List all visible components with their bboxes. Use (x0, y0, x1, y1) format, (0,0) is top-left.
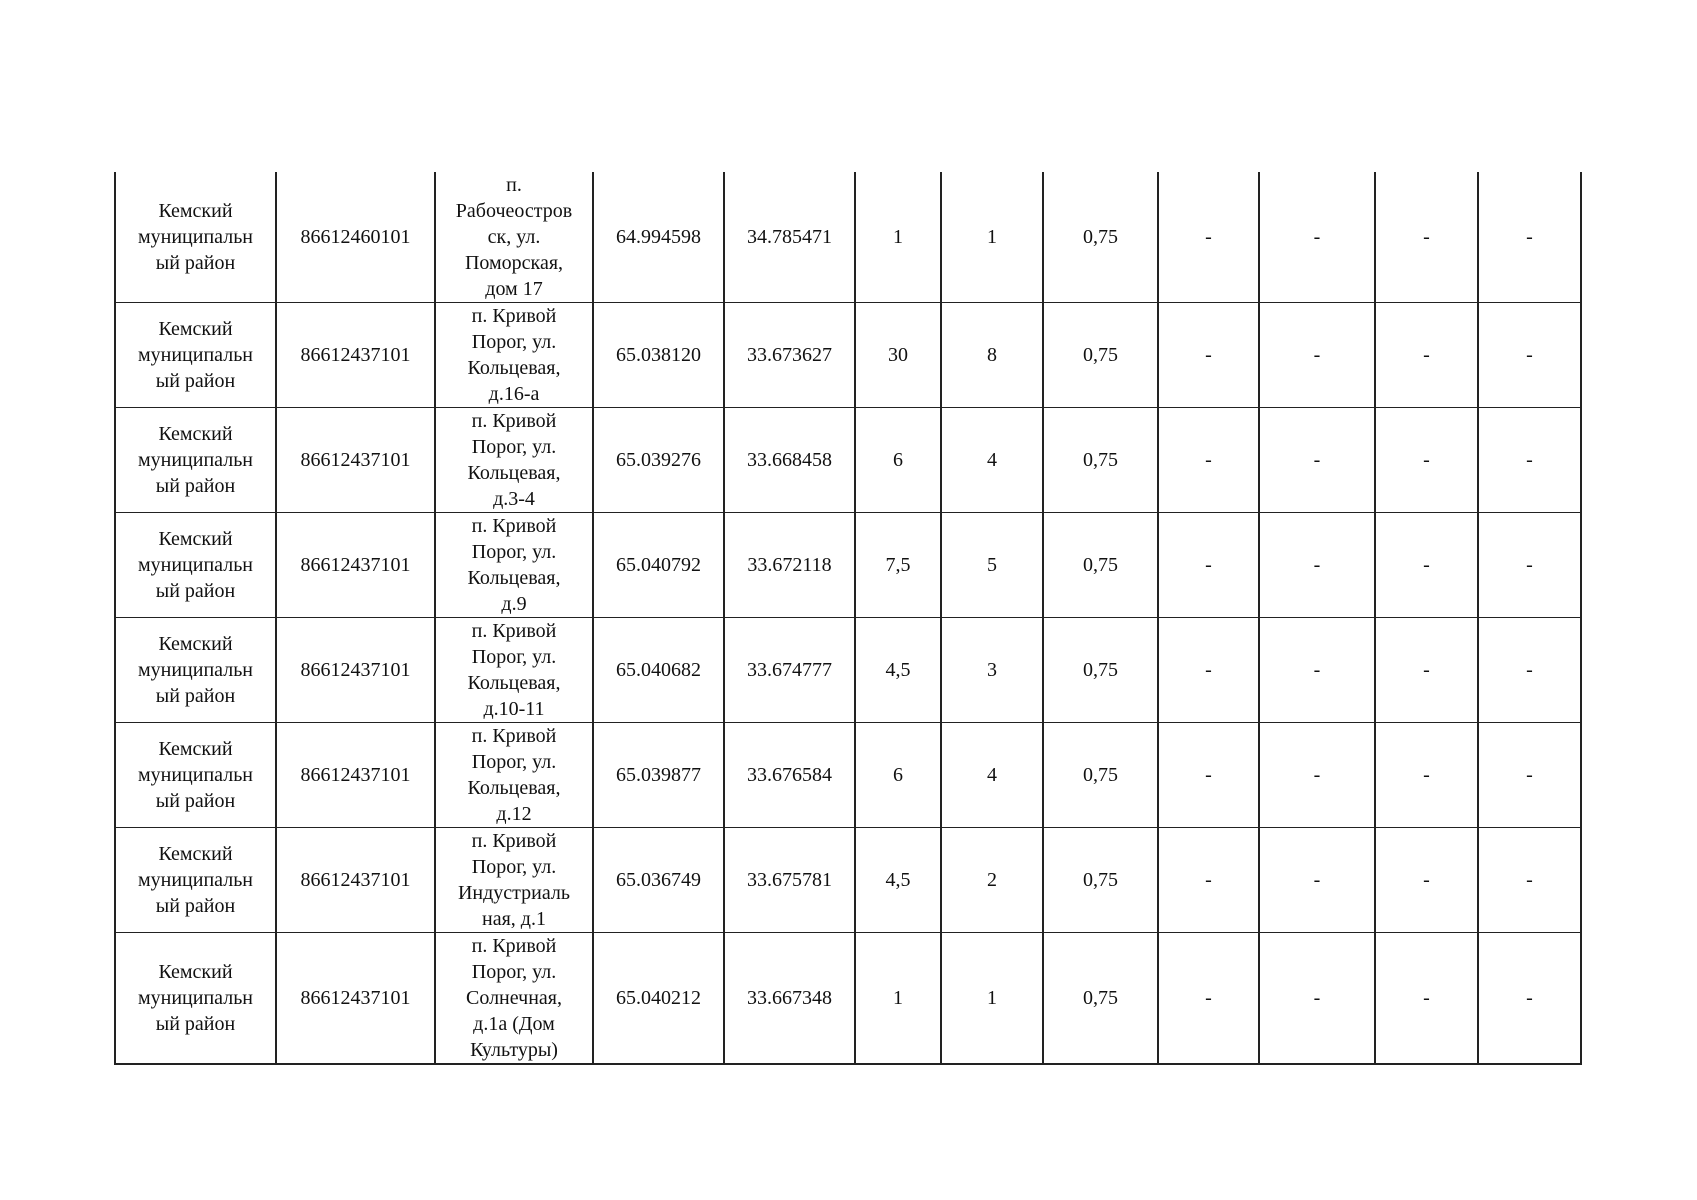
area-cell: 6 (855, 723, 941, 828)
latitude-cell: 64.994598 (593, 172, 724, 303)
address-cell-line: д.16-а (488, 383, 540, 405)
address-cell (435, 723, 593, 828)
dash-cell-1: - (1158, 513, 1259, 618)
district-cell (115, 933, 276, 1065)
area-cell: 1 (855, 172, 941, 303)
address-cell (435, 172, 593, 303)
dash-cell-3: - (1375, 618, 1478, 723)
dash-cell-2: - (1259, 303, 1375, 408)
oktmo-cell: 86612437101 (276, 723, 435, 828)
address-cell-line: Кольцевая, (467, 567, 561, 589)
address-cell-line: п. Кривой (471, 620, 557, 642)
address-cell-line: Порог, ул. (471, 646, 557, 668)
container-count-cell: 8 (941, 303, 1043, 408)
address-cell-line: п. (506, 174, 522, 196)
dash-cell-1: - (1158, 828, 1259, 933)
district-cell (115, 513, 276, 618)
address-cell (435, 618, 593, 723)
area-cell: 1 (855, 933, 941, 1065)
oktmo-cell: 86612437101 (276, 408, 435, 513)
container-volume-cell: 0,75 (1043, 172, 1158, 303)
district-cell-line: Кемский (158, 423, 233, 445)
longitude-cell: 33.668458 (724, 408, 855, 513)
district-cell-line: Кемский (158, 633, 233, 655)
address-cell-line: п. Кривой (471, 305, 557, 327)
dash-cell-4: - (1478, 618, 1581, 723)
district-cell-line: муниципальн (137, 449, 254, 471)
dash-cell-4: - (1478, 172, 1581, 303)
district-cell-line: Кемский (158, 200, 233, 222)
dash-cell-4: - (1478, 303, 1581, 408)
address-cell-line: Порог, ул. (471, 856, 557, 878)
container-count-cell: 2 (941, 828, 1043, 933)
address-cell-line: Порог, ул. (471, 961, 557, 983)
area-cell: 7,5 (855, 513, 941, 618)
area-cell: 4,5 (855, 828, 941, 933)
longitude-cell: 33.676584 (724, 723, 855, 828)
district-cell-line: Кемский (158, 738, 233, 760)
dash-cell-2: - (1259, 513, 1375, 618)
district-cell-line: муниципальн (137, 869, 254, 891)
district-cell-line: муниципальн (137, 554, 254, 576)
address-cell (435, 933, 593, 1065)
dash-cell-1: - (1158, 618, 1259, 723)
address-cell-line: Культуры) (470, 1039, 558, 1061)
district-cell-line: Кемский (158, 961, 233, 983)
district-cell (115, 408, 276, 513)
table-row (115, 408, 1581, 513)
dash-cell-3: - (1375, 933, 1478, 1065)
address-cell-line: п. Кривой (471, 515, 557, 537)
oktmo-cell: 86612437101 (276, 618, 435, 723)
district-cell-line: ый район (155, 1013, 236, 1035)
address-cell-line: Кольцевая, (467, 777, 561, 799)
area-cell: 6 (855, 408, 941, 513)
district-cell-line: ый район (155, 895, 236, 917)
district-cell-line: муниципальн (137, 764, 254, 786)
dash-cell-4: - (1478, 828, 1581, 933)
address-cell-line: Порог, ул. (471, 751, 557, 773)
address-cell (435, 828, 593, 933)
container-count-cell: 1 (941, 933, 1043, 1065)
dash-cell-2: - (1259, 828, 1375, 933)
dash-cell-2: - (1259, 723, 1375, 828)
district-cell-line: муниципальн (137, 987, 254, 1009)
address-cell-line: Кольцевая, (467, 357, 561, 379)
district-cell-line: муниципальн (137, 344, 254, 366)
address-cell-line: д.1а (Дом (473, 1013, 555, 1035)
dash-cell-2: - (1259, 172, 1375, 303)
dash-cell-1: - (1158, 303, 1259, 408)
dash-cell-1: - (1158, 933, 1259, 1065)
district-cell-line: ый район (155, 790, 236, 812)
address-cell-line: п. Кривой (471, 410, 557, 432)
latitude-cell: 65.036749 (593, 828, 724, 933)
dash-cell-1: - (1158, 172, 1259, 303)
address-cell (435, 513, 593, 618)
dash-cell-3: - (1375, 828, 1478, 933)
dash-cell-2: - (1259, 408, 1375, 513)
container-volume-cell: 0,75 (1043, 723, 1158, 828)
container-volume-cell: 0,75 (1043, 303, 1158, 408)
container-volume-cell: 0,75 (1043, 408, 1158, 513)
table-row (115, 828, 1581, 933)
container-count-cell: 4 (941, 723, 1043, 828)
district-cell-line: Кемский (158, 318, 233, 340)
oktmo-cell: 86612437101 (276, 303, 435, 408)
dash-cell-3: - (1375, 513, 1478, 618)
dash-cell-4: - (1478, 933, 1581, 1065)
registry-table-body (115, 172, 1581, 1064)
address-cell-line: п. Кривой (471, 725, 557, 747)
district-cell-line: Кемский (158, 528, 233, 550)
dash-cell-2: - (1259, 933, 1375, 1065)
container-count-cell: 3 (941, 618, 1043, 723)
table-row (115, 513, 1581, 618)
address-cell-line: дом 17 (485, 278, 543, 300)
latitude-cell: 65.040792 (593, 513, 724, 618)
dash-cell-4: - (1478, 723, 1581, 828)
address-cell-line: Порог, ул. (471, 541, 557, 563)
longitude-cell: 33.672118 (724, 513, 855, 618)
table-row (115, 933, 1581, 1065)
district-cell-line: Кемский (158, 843, 233, 865)
address-cell-line: д.12 (496, 803, 532, 825)
container-volume-cell: 0,75 (1043, 618, 1158, 723)
district-cell-line: муниципальн (137, 659, 254, 681)
document-page (114, 172, 1580, 1065)
dash-cell-3: - (1375, 408, 1478, 513)
oktmo-cell: 86612460101 (276, 172, 435, 303)
address-cell-line: Порог, ул. (471, 331, 557, 353)
area-cell: 30 (855, 303, 941, 408)
dash-cell-4: - (1478, 408, 1581, 513)
longitude-cell: 33.673627 (724, 303, 855, 408)
longitude-cell: 33.675781 (724, 828, 855, 933)
container-count-cell: 1 (941, 172, 1043, 303)
latitude-cell: 65.038120 (593, 303, 724, 408)
latitude-cell: 65.039877 (593, 723, 724, 828)
address-cell-line: Кольцевая, (467, 672, 561, 694)
address-cell (435, 408, 593, 513)
dash-cell-1: - (1158, 408, 1259, 513)
table-row (115, 618, 1581, 723)
oktmo-cell: 86612437101 (276, 513, 435, 618)
table-row (115, 172, 1581, 303)
longitude-cell: 34.785471 (724, 172, 855, 303)
address-cell-line: д.10-11 (483, 698, 545, 720)
address-cell-line: д.9 (501, 593, 527, 615)
dash-cell-3: - (1375, 303, 1478, 408)
address-cell-line: п. Кривой (471, 830, 557, 852)
district-cell-line: ый район (155, 370, 236, 392)
latitude-cell: 65.040682 (593, 618, 724, 723)
district-cell-line: ый район (155, 580, 236, 602)
latitude-cell: 65.039276 (593, 408, 724, 513)
address-cell-line: Поморская, (464, 252, 564, 274)
container-count-cell: 5 (941, 513, 1043, 618)
container-volume-cell: 0,75 (1043, 933, 1158, 1065)
container-volume-cell: 0,75 (1043, 828, 1158, 933)
container-count-cell: 4 (941, 408, 1043, 513)
district-cell-line: муниципальн (137, 226, 254, 248)
address-cell-line: Кольцевая, (467, 462, 561, 484)
longitude-cell: 33.667348 (724, 933, 855, 1065)
longitude-cell: 33.674777 (724, 618, 855, 723)
registry-table (114, 172, 1582, 1065)
latitude-cell: 65.040212 (593, 933, 724, 1065)
oktmo-cell: 86612437101 (276, 828, 435, 933)
table-row (115, 303, 1581, 408)
district-cell-line: ый район (155, 685, 236, 707)
address-cell-line: ная, д.1 (482, 908, 546, 930)
address-cell-line: д.3-4 (493, 488, 535, 510)
container-volume-cell: 0,75 (1043, 513, 1158, 618)
district-cell (115, 618, 276, 723)
area-cell: 4,5 (855, 618, 941, 723)
dash-cell-2: - (1259, 618, 1375, 723)
address-cell-line: Порог, ул. (471, 436, 557, 458)
district-cell-line: ый район (155, 475, 236, 497)
dash-cell-3: - (1375, 172, 1478, 303)
dash-cell-3: - (1375, 723, 1478, 828)
address-cell-line: Рабочеостров (455, 200, 573, 222)
district-cell-line: ый район (155, 252, 236, 274)
table-row (115, 723, 1581, 828)
district-cell (115, 723, 276, 828)
address-cell (435, 303, 593, 408)
address-cell-line: Индустриаль (457, 882, 571, 904)
dash-cell-4: - (1478, 513, 1581, 618)
address-cell-line: п. Кривой (471, 935, 557, 957)
district-cell (115, 172, 276, 303)
dash-cell-1: - (1158, 723, 1259, 828)
oktmo-cell: 86612437101 (276, 933, 435, 1065)
district-cell (115, 828, 276, 933)
district-cell (115, 303, 276, 408)
address-cell-line: Солнечная, (466, 987, 562, 1009)
address-cell-line: ск, ул. (487, 226, 541, 248)
